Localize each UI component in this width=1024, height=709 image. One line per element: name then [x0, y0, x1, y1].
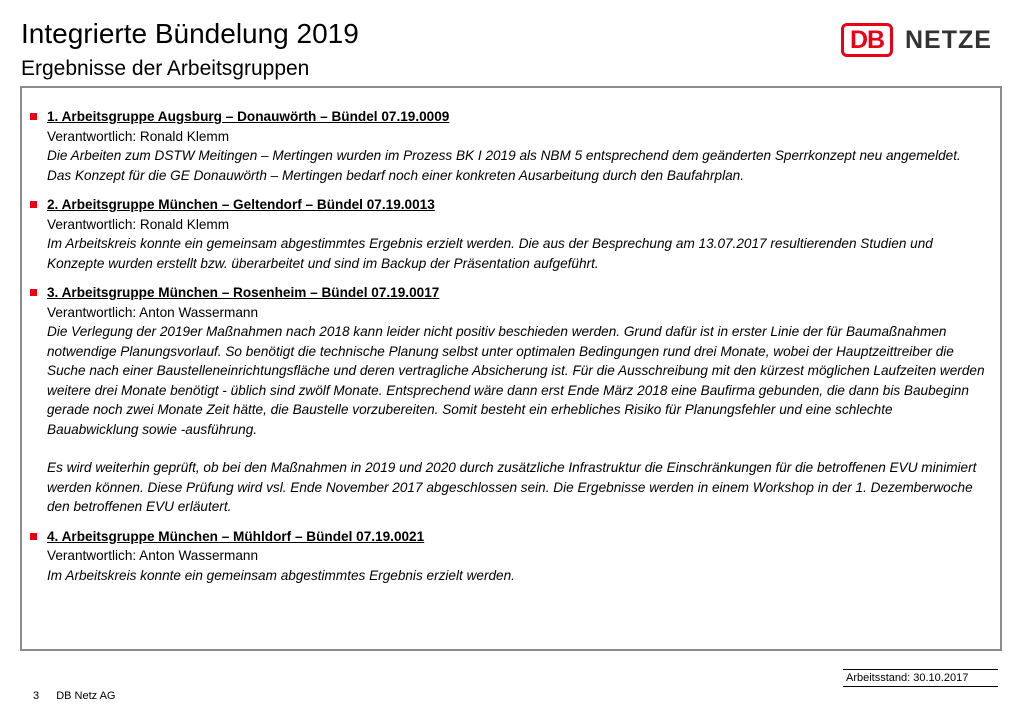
group-body: Die Arbeiten zum DSTW Meitingen – Mertingen wurden im Prozess BK I 2019 als NBM 5 entsprechend dem geänderten Sperrkonzept neu angemeldet. Das Konzept für die GE Donauwörth – Mertingen bedarf noch einer konkreten Ausarbeitung durch den Baufahrplan.: [47, 148, 961, 183]
bullet-square-icon: [30, 113, 37, 120]
company-name: DB Netz AG: [56, 690, 116, 702]
group-responsible: Verantwortlich: Anton Wassermann: [47, 304, 259, 320]
bullet-square-icon: [30, 289, 37, 296]
list-item-group-3: [26, 283, 986, 517]
slide-title: Integrierte Bündelung 2019: [21, 18, 359, 49]
group-responsible: Verantwortlich: Ronald Klemm: [47, 216, 230, 232]
arbeitsstand-date: Arbeitsstand: 30.10.2017: [846, 672, 969, 684]
db-netze-logo: [841, 20, 992, 60]
group-extra-paragraph: Es wird weiterhin geprüft, ob bei den Maßnahmen in 2019 und 2020 durch zusätzliche Infrastruktur die Einschränkungen für die betroffenen EVU minimiert werden können. Diese Prüfung wird vsl. Ende November 2017 abgeschlossen sein. Die Ergebnisse werden in einem Workshop in der 1. Dezemberwoche den betroffenen EVU erläutert.: [47, 460, 977, 514]
group-heading: 3. Arbeitsgruppe München – Rosenheim – Bündel 07.19.0017: [47, 285, 440, 300]
group-heading: 1. Arbeitsgruppe Augsburg – Donauwörth – Bündel 07.19.0009: [47, 109, 450, 124]
netze-wordmark: NETZE: [905, 25, 992, 54]
group-responsible: Verantwortlich: Anton Wassermann: [47, 548, 259, 563]
group-body: Im Arbeitskreis konnte ein gemeinsam abgestimmtes Ergebnis erzielt werden. Die aus der Besprechung am 13.07.2017 resultierenden Studien und Konzepte wurden erstellt bzw. überarbeitet und sind im Backup der Präsentation aufgeführt.: [47, 236, 933, 271]
group-body: Im Arbeitskreis konnte ein gemeinsam abgestimmtes Ergebnis erzielt werden.: [47, 567, 515, 583]
bullet-square-icon: [30, 533, 37, 540]
group-heading: 4. Arbeitsgruppe München – Mühldorf – Bündel 07.19.0021: [47, 528, 425, 544]
stand-divider-bottom: [843, 686, 998, 687]
group-heading: 2. Arbeitsgruppe München – Geltendorf – Bündel 07.19.0013: [47, 197, 435, 212]
list-item-group-2: [26, 195, 986, 273]
group-responsible: Verantwortlich: Ronald Klemm: [47, 128, 230, 144]
working-groups-list: [26, 107, 986, 595]
footer: [33, 690, 115, 703]
list-item-group-1: [26, 107, 986, 185]
page-number: 3: [33, 690, 40, 702]
bullet-square-icon: [30, 201, 37, 208]
list-item-group-4: [26, 527, 986, 586]
slide-subtitle: Ergebnisse der Arbeitsgruppen: [21, 57, 310, 80]
group-body: Die Verlegung der 2019er Maßnahmen nach 2018 kann leider nicht positiv beschieden werden. Grund dafür ist in erster Linie der für Baumaßnahmen notwendige Planungsvorlauf. So benötigt die technische Planung selbst unter optimalen Bedingungen rund drei Monate, wobei der Hauptzeittreiber die Suche nach einer Baustelleneinrichtungsfläche und deren vertragliche Absicherung ist. Für die Ausschreibung mit den kürzest möglichen Laufzeiten werden weitere drei Monate benötigt - üblich sind zwölf Monate. Entsprechend wäre dann erst Ende März 2018 eine Baufirma gebunden, die dann bis Baubeginn gerade noch zwei Monate Zeit hätte, die Baustelle vorzubereiten. Somit besteht ein erhebliches Risiko für Planungsfehler und eine schlechte Bauabwicklung sowie -ausführung.: [47, 324, 985, 437]
db-logo-box: DB: [841, 23, 893, 57]
stand-divider-top: [843, 669, 998, 670]
